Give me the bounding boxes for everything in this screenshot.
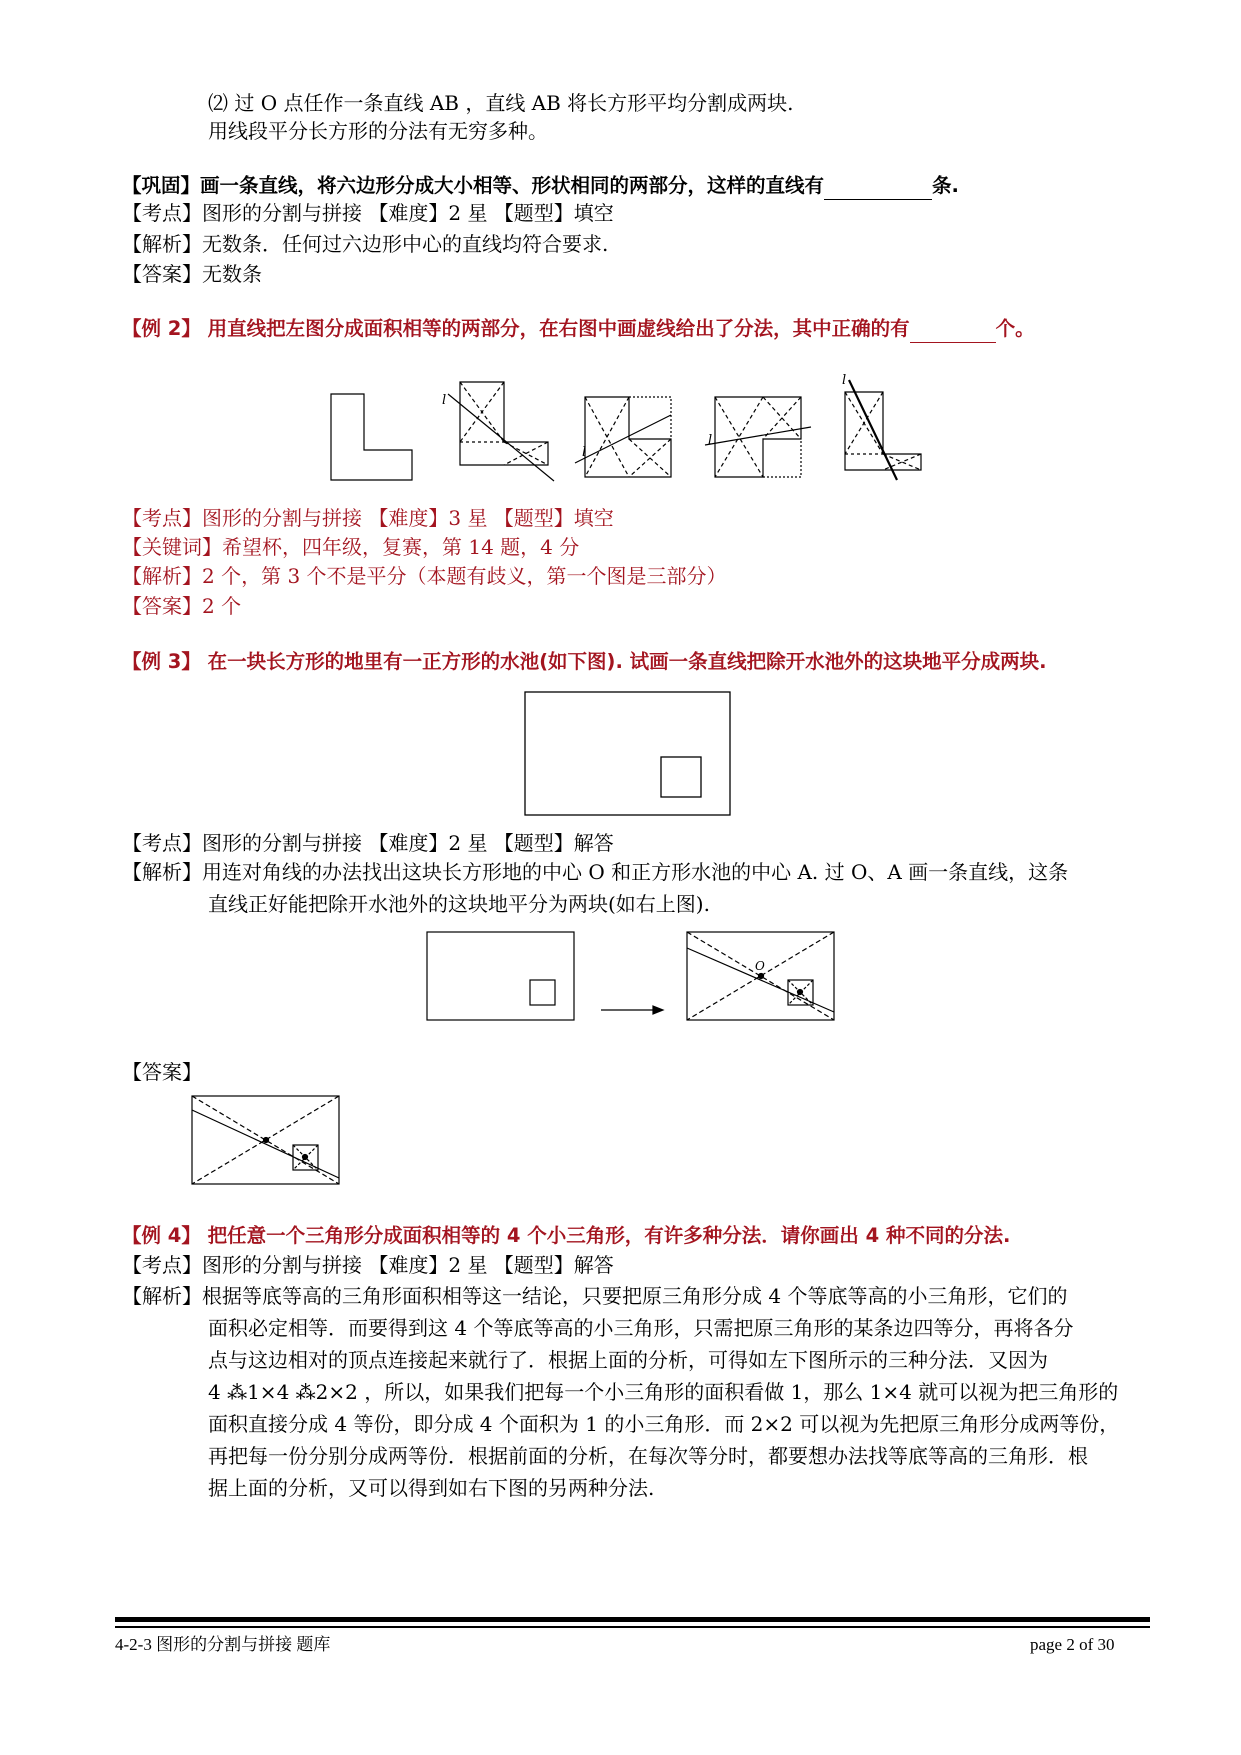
ex2-question <box>122 315 1035 343</box>
ex3-analysis-line-2: 直线正好能把除开水池外的这块地平分为两块(如右上图). <box>208 892 710 916</box>
gonggu-question-text: 【巩固】画一条直线，将六边形分成大小相等、形状相同的两部分，这样的直线有 <box>122 174 825 197</box>
ex3-solution-figure <box>425 930 835 1025</box>
line-label: l <box>708 433 713 448</box>
footer-title: 4-2-3 图形的分割与拼接 题库 <box>115 1635 331 1654</box>
l-shape-division-4 <box>845 380 921 480</box>
l-shape-division-1 <box>448 382 554 481</box>
ex4-meta: 【考点】图形的分割与拼接 【难度】2 星 【题型】解答 <box>122 1253 614 1277</box>
pond-square <box>661 757 701 797</box>
answer-blank <box>910 320 996 343</box>
footer-rule-thick <box>115 1617 1150 1622</box>
page-number: page 2 of 30 <box>1030 1635 1115 1654</box>
gonggu-meta: 【考点】图形的分割与拼接 【难度】2 星 【题型】填空 <box>122 201 614 225</box>
pond-square <box>530 980 555 1005</box>
ex2-analysis: 【解析】2 个，第 3 个不是平分（本题有歧义，第一个图是三部分） <box>122 564 727 588</box>
ex4-analysis-line-7: 据上面的分析，又可以得到如右下图的另两种分法. <box>208 1476 655 1500</box>
line-label: l <box>582 445 587 460</box>
arrow-icon <box>653 1006 663 1014</box>
footer-rule-thin <box>115 1626 1150 1628</box>
ex2-figures <box>320 372 940 492</box>
point-o-label: O <box>755 959 765 973</box>
ex2-question-text: 【例 2】 用直线把左图分成面积相等的两部分，在右图中画虚线给出了分法，其中正确的有 <box>122 317 910 340</box>
ex4-analysis-line-2: 面积必定相等．而要得到这 4 个等底等高的小三角形，只需把原三角形的某条边四等分，再将各分 <box>208 1316 1074 1340</box>
ex4-question-text: 【例 4】 把任意一个三角形分成面积相等的 4 个小三角形，有许多种分法．请你画出 4 种不同的分法. <box>122 1224 1011 1247</box>
ex3-figure-field <box>523 690 733 820</box>
ex3-question-text: 【例 3】 在一块长方形的地里有一正方形的水池(如下图). 试画一条直线把除开水池外的这块地平分成两块. <box>122 650 1047 673</box>
answer-blank <box>824 177 932 200</box>
ex4-analysis-line-3: 点与这边相对的顶点连接起来就行了．根据上面的分析，可得如左下图所示的三种分法．又因为 <box>208 1348 1048 1372</box>
ex2-meta: 【考点】图形的分割与拼接 【难度】3 星 【题型】填空 <box>122 506 614 530</box>
ex3-meta: 【考点】图形的分割与拼接 【难度】2 星 【题型】解答 <box>122 831 614 855</box>
ex3-answer-figure <box>190 1094 342 1188</box>
line-label: l <box>442 393 447 408</box>
ex3-analysis-line-1: 【解析】用连对角线的办法找出这块长方形地的中心 O 和正方形水池的中心 A. 过 O、A 画一条直线，这条 <box>122 860 1069 884</box>
ex4-analysis-line-1: 【解析】根据等底等高的三角形面积相等这一结论，只要把原三角形分成 4 个等底等高的小三角形，它们的 <box>122 1284 1068 1308</box>
gonggu-answer: 【答案】无数条 <box>122 262 262 286</box>
ex3-question <box>122 648 1047 676</box>
solved-field <box>687 932 834 1020</box>
field-rectangle <box>427 932 574 1020</box>
ex4-analysis-line-4: 4 ⁂1×4 ⁂2×2 ，所以，如果我们把每一个小三角形的面积看做 1，那么 1×4 就可以视为把三角形的 <box>208 1380 1119 1404</box>
l-shape-plain <box>331 394 412 480</box>
intro-line-1: ⑵ 过 O 点任作一条直线 AB ，直线 AB 将长方形平均分割成两块. <box>208 91 794 115</box>
ex2-figures-svg <box>320 372 940 492</box>
ex4-analysis-line-5: 面积直接分成 4 等份，即分成 4 个面积为 1 的小三角形．而 2×2 可以视为先把原三角形分成两等份， <box>208 1412 1120 1436</box>
gonggu-question <box>122 172 959 200</box>
l-shape-division-2 <box>575 397 671 477</box>
ex3-answer-label: 【答案】 <box>122 1060 202 1084</box>
ex4-analysis-line-6: 再把每一份分别分成两等份．根据前面的分析，在每次等分时，都要想办法找等底等高的三角形．根 <box>208 1444 1088 1468</box>
intro-line-2: 用线段平分长方形的分法有无穷多种。 <box>208 119 548 143</box>
ex2-keywords: 【关键词】希望杯，四年级，复赛，第 14 题，4 分 <box>122 535 580 559</box>
ex2-answer: 【答案】2 个 <box>122 594 242 618</box>
l-shape-division-3 <box>705 397 811 477</box>
ex4-question <box>122 1222 1010 1250</box>
gonggu-question-tail: 条. <box>932 174 959 197</box>
line-label: l <box>842 373 847 388</box>
ex2-question-tail: 个。 <box>995 317 1035 340</box>
gonggu-analysis: 【解析】无数条．任何过六边形中心的直线均符合要求. <box>122 232 609 256</box>
